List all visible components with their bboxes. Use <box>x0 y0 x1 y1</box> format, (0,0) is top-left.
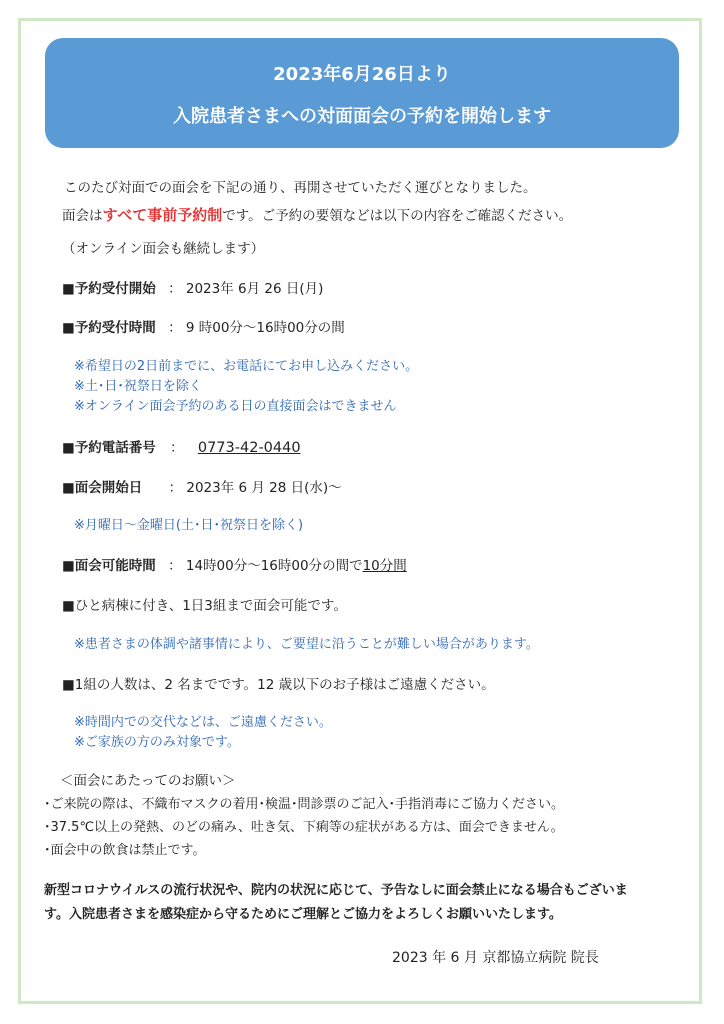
reservation-start-row <box>62 280 323 298</box>
visit-start-label: ■面会開始日 <box>62 480 143 496</box>
closing-line-2: す。入院患者さまを感染症から守るためにご理解とご協力をよろしくお願いいたします。 <box>44 907 562 922</box>
request-line-1: ･ご来院の際は、不織布マスクの着用･検温･問診票のご記入･手指消毒にご協力ください。 <box>44 797 565 812</box>
closing-line-1: 新型コロナウイルスの流行状況や、院内の状況に応じて、予告なしに面会禁止になる場合もございま <box>44 883 628 898</box>
phone-separator: ： <box>170 440 184 456</box>
phone-row <box>62 439 301 457</box>
intro-line-3: （オンライン面会も継続します） <box>62 241 265 257</box>
visit-start-value: ： 2023年 6 月 28 日(水)～ <box>168 480 342 496</box>
per-ward-note: ※患者さまの体調や諸事情により、ご要望に沿うことが難しい場合があります。 <box>74 637 539 652</box>
group-note-1: ※時間内での交代などは、ご遠慮ください。 <box>74 715 332 730</box>
intro-line-1: このたび対面での面会を下記の通り、再開させていただく運びとなりました。 <box>64 180 537 196</box>
signature: 2023 年 6 月 京都協立病院 院長 <box>392 950 599 966</box>
phone-label: ■予約電話番号 <box>62 440 156 456</box>
request-line-3: ･面会中の飲食は禁止です。 <box>44 843 206 858</box>
reservation-required-emphasis: すべて事前予約制 <box>102 206 223 224</box>
visit-time-value: ： 14時00分～16時00分の間で <box>168 558 363 574</box>
banner-date: 2023年6月26日より <box>273 64 451 85</box>
phone-number-link[interactable]: 0773-42-0440 <box>197 440 301 456</box>
hours-note-2: ※土･日･祝祭日を除く <box>74 379 202 394</box>
intro-line-2 <box>62 206 572 225</box>
request-line-2: ･37.5℃以上の発熱、のどの痛み、吐き気、下痢等の症状がある方は、面会できません。 <box>44 820 564 835</box>
reservation-hours-value: ： 9 時00分～16時00分の間 <box>168 320 345 336</box>
group-note-2: ※ご家族の方のみ対象です。 <box>74 735 240 750</box>
reservation-start-label: ■予約受付開始 <box>62 281 156 297</box>
intro-suffix: です。ご予約の要領などは以下の内容をご確認ください。 <box>222 208 573 224</box>
requests-heading: ＜面会にあたってのお願い＞ <box>60 773 236 789</box>
visit-start-note: ※月曜日～金曜日(土･日･祝祭日を除く) <box>74 518 304 533</box>
banner-title: 入院患者さまへの対面面会の予約を開始します <box>173 106 551 127</box>
hours-note-1: ※希望日の2日前までに、お電話にてお申し込みください。 <box>74 359 419 374</box>
title-banner <box>45 38 679 148</box>
visit-time-row <box>62 557 407 575</box>
per-ward-limit: ■ひと病棟に付き、1日3組まで面会可能です。 <box>62 598 347 614</box>
reservation-start-value: ： 2023年 6月 26 日(月) <box>168 281 324 297</box>
hours-note-3: ※オンライン面会予約のある日の直接面会はできません <box>74 399 397 414</box>
visit-start-row <box>62 479 342 497</box>
visit-time-label: ■面会可能時間 <box>62 558 156 574</box>
group-size-rule: ■1組の人数は、2 名までです。12 歳以下のお子様はご遠慮ください。 <box>62 677 495 693</box>
visit-duration: 10分間 <box>362 558 407 574</box>
reservation-hours-row <box>62 319 345 337</box>
intro-prefix: 面会は <box>62 208 103 224</box>
reservation-hours-label: ■予約受付時間 <box>62 320 156 336</box>
